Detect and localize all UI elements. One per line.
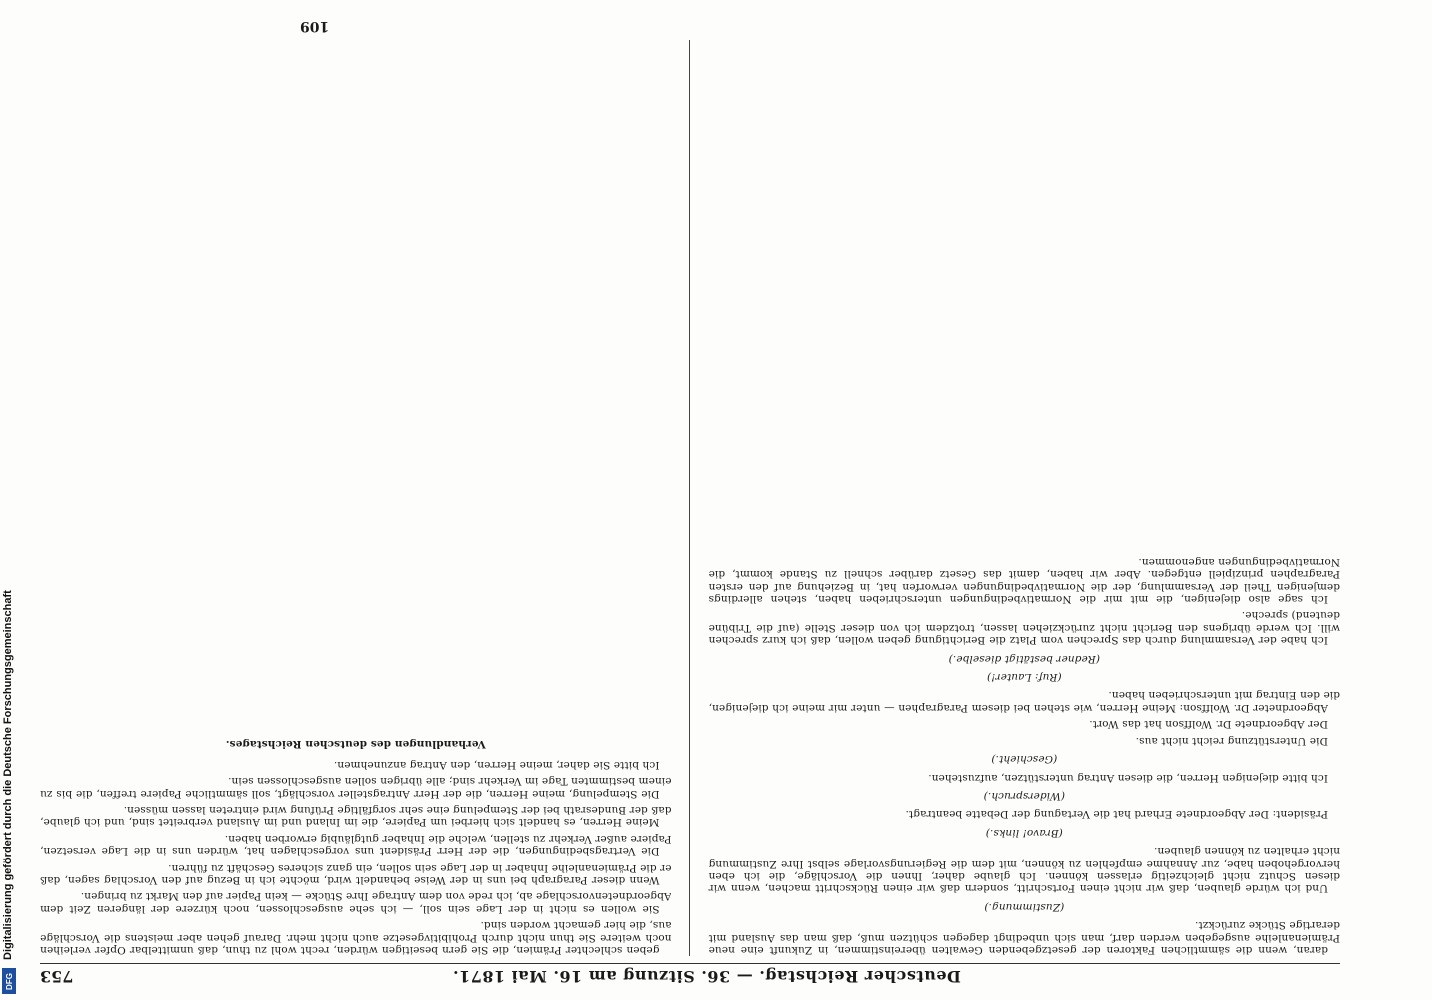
paragraph: Die Unterstützung reicht nicht aus. [1135,734,1328,747]
remark: (Zustimmung.) [984,900,1065,913]
text-columns [40,40,1340,956]
right-column [40,40,672,956]
column-divider [690,40,691,956]
paragraph: Ich sage also diejenigen, die mit mir die Normativbedingungen unterschrieben haben, stehen allerdings demjenigen Theil der Versammlung, der die Normativbedingungen verworfen hat, in Beziehung auf den ersten Paragraphen prinzipiell entgegen. Aber wir haben, damit das Gesetz darüber schnell zu Stande kommt, die Normativbedingungen angenommen. [708,555,1340,606]
paragraph: Der Abgeordnete Dr. Wolffson hat das Wort. [1089,718,1328,731]
remark: (Ruf: Lauter!) [986,671,1062,684]
paragraph: Ich bitte diejenigen Herren, die diesen Antrag unterstützen, aufzustehen. [928,771,1328,784]
left-column [709,40,1341,956]
paragraph: Wenn dieser Paragraph bei uns in der Weise behandelt wird, möchte ich in Bezug auf den Vorschlag sagen, daß er die Prämienanleihe Inhaber in der Lage sein sollen, ein ganz sicheres Geschäft zu führen. [40,861,672,886]
remark: (Bravo! links.) [985,826,1063,839]
header-page-number: 753 [40,967,74,987]
paragraph: Und ich würde glauben, daß wir nicht einen Fortschritt, sondern daß wir einen Rückschritt machen, wenn wir diesen Schutz nicht gleichzeitig erlassen können. Ich glaube daher, Ihnen die Vorschläge, die ich eben hervorgehoben habe, zur Annahme empfehlen zu können, mit dem die Regierungsvorlage selbst Ihre Zustimmung nicht erhalten zu können glauben. [708,845,1340,895]
header-title: Deutscher Reichstag. — 36. Sitzung am 16. Mai 1871. [452,967,961,987]
paragraph: Meine Herren, es handelt sich hierbei um Papiere, die im Inland und im Ausland verbreitet sind, und ich glaube, daß der Bundesrath bei der Stempelung eine sehr sorgfältige Prüfung wird eintreten lassen müssen. [40,803,672,829]
paragraph: Abgeordneter Dr. Wolffson: Meine Herren, wie stehen bei diesem Paragraphen — unter mir meine ich diejenigen, die den Eintrag mit unterschrieben haben. [708,689,1340,714]
paragraph: Ich habe der Versammlung durch das Sprechen vom Platz die Berichtigung geben wollen, daß ich kurz sprechen will. Ich werde übrigens den Bericht nicht zurückziehen lassen, trotzdem ich von dieser Stelle (auf die Tribüne deutend) spreche. [708,609,1340,647]
digitization-credit [0,0,20,1000]
credit-text: Digitalisierung gefördert durch die Deutsche Forschungsgemeinschaft [2,590,14,960]
paragraph: Ich bitte Sie daher, meine Herren, den Antrag anzunehmen. [333,758,660,771]
page-header [40,963,1340,990]
paragraph: Sie wollen es nicht in der Lage sein soll, — ich sehe ausgeschlossen, noch kürzere der längeren Zeit dem Abgeordnetenvorschlage ab, ich rede von dem Antrage Ihre Stücke — kein Papier auf den Markt zu bringen. [40,890,672,915]
paragraph: Die Stempelung, meine Herren, die der Herr Antragsteller vorschlägt, soll sämmtliche Papiere treffen, die bis zu einem bestimmten Tage im Verkehr sind; alle übrigen sollen ausgeschlossen sein. [40,775,672,800]
remark: (Geschieht.) [991,753,1058,766]
sheet-number: 109 [300,18,330,34]
paragraph: Die Vertragsbedingungen, die der Herr Präsident uns vorgeschlagen hat, würden uns in die Lage versetzen, Papiere außer Verkehr zu stellen, welche die Inhaber gutgläubig erworben haben. [40,832,672,858]
footer-title: Verhandlungen des deutschen Reichstages. [225,738,486,751]
remark: (Widerspruch.) [983,789,1065,802]
paragraph: geben schlechter Prämien, die Sie gern beseitigen würden, recht wohl zu thun, daß unmittelbar Opfer verleihen noch weitere Sie thun nicht durch Prohibitivgesetze auch nicht mehr. Darauf gehen aber meistens die Vorschläge aus, die hier gemacht worden sind. [40,919,672,956]
remark: (Redner bestätigt dieselbe.) [948,652,1100,665]
dfg-logo-icon: DFG [2,968,16,994]
paragraph: Präsident: Der Abgeordnete Erhard hat die Vertagung der Debatte beantragt. [905,808,1328,821]
paragraph: daran, wenn die sämmtlichen Faktoren der gesetzgebenden Gewalten übereinstimmen, in Zukunft eine neue Prämienanleihe ausgegeben werden darf, man sich unbedingt dagegen schützen muß, daß man das Ausland mit derartige Stücke zurückzt. [708,919,1340,956]
